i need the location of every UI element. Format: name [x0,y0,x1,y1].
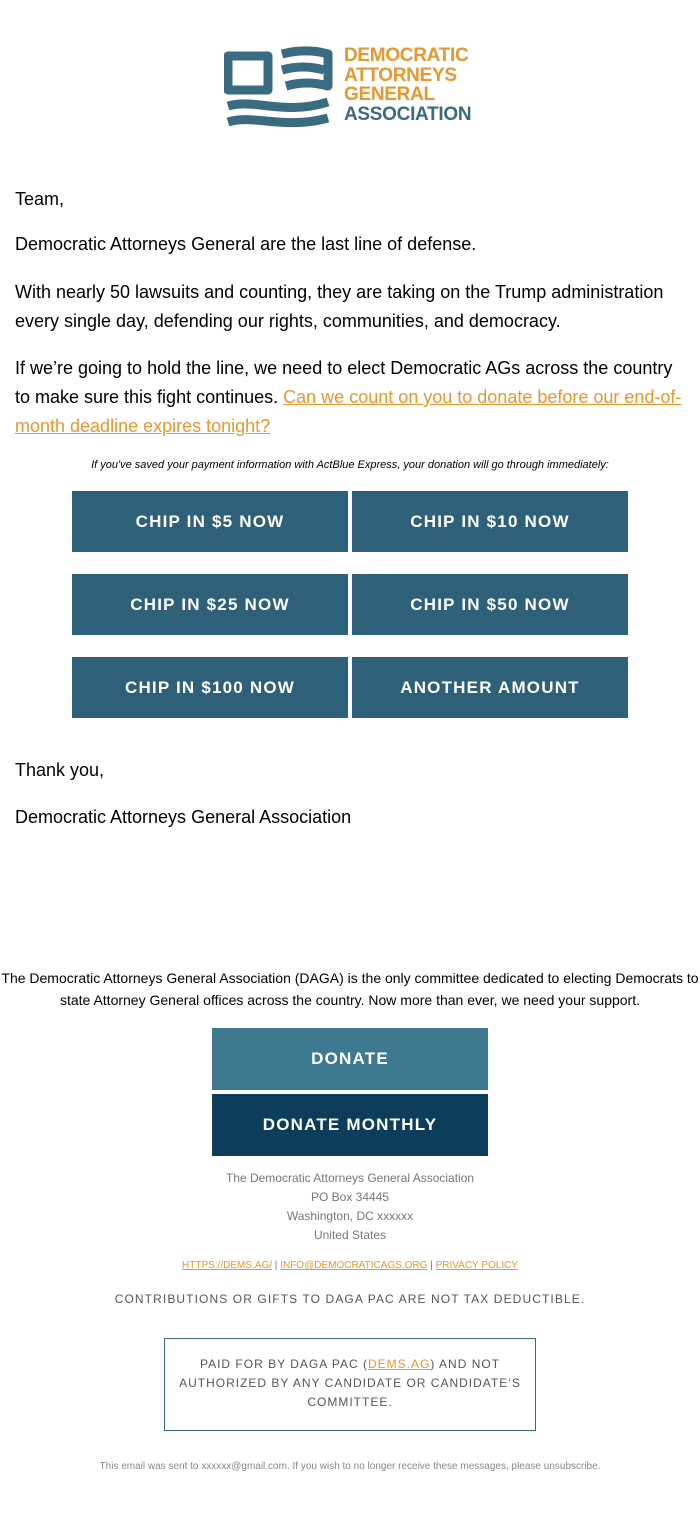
dems-ag-link[interactable]: DEMS.AG [368,1357,431,1371]
address-city: Washington, DC xxxxxx [286,1209,414,1223]
footer-links [0,1260,700,1271]
address-org: The Democratic Attorneys General Association [225,1171,475,1185]
logo-line-4: ASSOCIATION [344,103,472,125]
paid-suffix: ) AND NOT AUTHORIZED BY ANY CANDIDATE OR CANDIDATE’S COMMITTEE. [179,1357,521,1409]
chip-in-50-button[interactable]: CHIP IN $50 NOW [352,574,628,635]
donate-deadline-link[interactable]: Can we count on you to donate before our end-of-month deadline expires tonight? [15,387,682,436]
tax-disclaimer: CONTRIBUTIONS OR GIFTS TO DAGA PAC ARE NOT TAX DEDUCTIBLE. [114,1292,586,1306]
sent-to-notice: This email was sent to xxxxxx@gmail.com. If you wish to no longer receive these messages, please unsubscribe. [99,1461,601,1472]
link-separator: | [274,1260,278,1271]
website-link[interactable]: HTTPS://DEMS.AG/ [182,1260,273,1271]
paragraph-3-text: If we’re going to hold the line, we need to elect Democratic AGs across the country to make sure this fight continues. [15,358,673,407]
chip-in-25-button[interactable]: CHIP IN $25 NOW [72,574,348,635]
address-block [0,1169,700,1245]
link-separator: | [430,1260,433,1271]
email-link[interactable]: INFO@DEMOCRATICAGS.ORG [280,1260,428,1271]
signature: Democratic Attorneys General Association [15,807,352,827]
greeting: Team, [15,189,65,209]
chip-in-100-button[interactable]: CHIP IN $100 NOW [72,657,348,718]
donate-button[interactable]: DONATE [212,1028,488,1090]
logo-line-1: DEMOCRATIC [344,45,469,66]
address-country: United States [313,1228,387,1242]
actblue-note: If you've saved your payment information with ActBlue Express, your donation will go through immediately: [91,459,609,471]
logo-line-3: GENERAL [344,84,435,105]
chip-in-5-button[interactable]: CHIP IN $5 NOW [72,491,348,552]
footer-intro: The Democratic Attorneys General Association (DAGA) is the only committee dedicated to electing Democrats to state Attorney General offices across the country. Now more than ever, we need your support. [1,970,699,1008]
thanks-text: Thank you, [15,760,105,780]
address-box: PO Box 34445 [310,1190,390,1204]
paragraph-2: With nearly 50 lawsuits and counting, they are taking on the Trump administration every single day, defending our rights, communities, and democracy. [15,282,664,331]
paragraph-1: Democratic Attorneys General are the last line of defense. [15,234,477,254]
daga-flag-icon [224,46,334,130]
privacy-policy-link[interactable]: PRIVACY POLICY [435,1260,518,1271]
another-amount-button[interactable]: ANOTHER AMOUNT [352,657,628,718]
paid-prefix: PAID FOR BY DAGA PAC ( [199,1357,369,1371]
chip-in-10-button[interactable]: CHIP IN $10 NOW [352,491,628,552]
logo-wordmark [344,46,471,124]
paid-for-box [164,1338,536,1431]
logo-line-2: ATTORNEYS [344,64,457,86]
paragraph-3 [15,354,685,441]
daga-logo [224,46,484,132]
donate-monthly-button[interactable]: DONATE MONTHLY [212,1094,488,1156]
